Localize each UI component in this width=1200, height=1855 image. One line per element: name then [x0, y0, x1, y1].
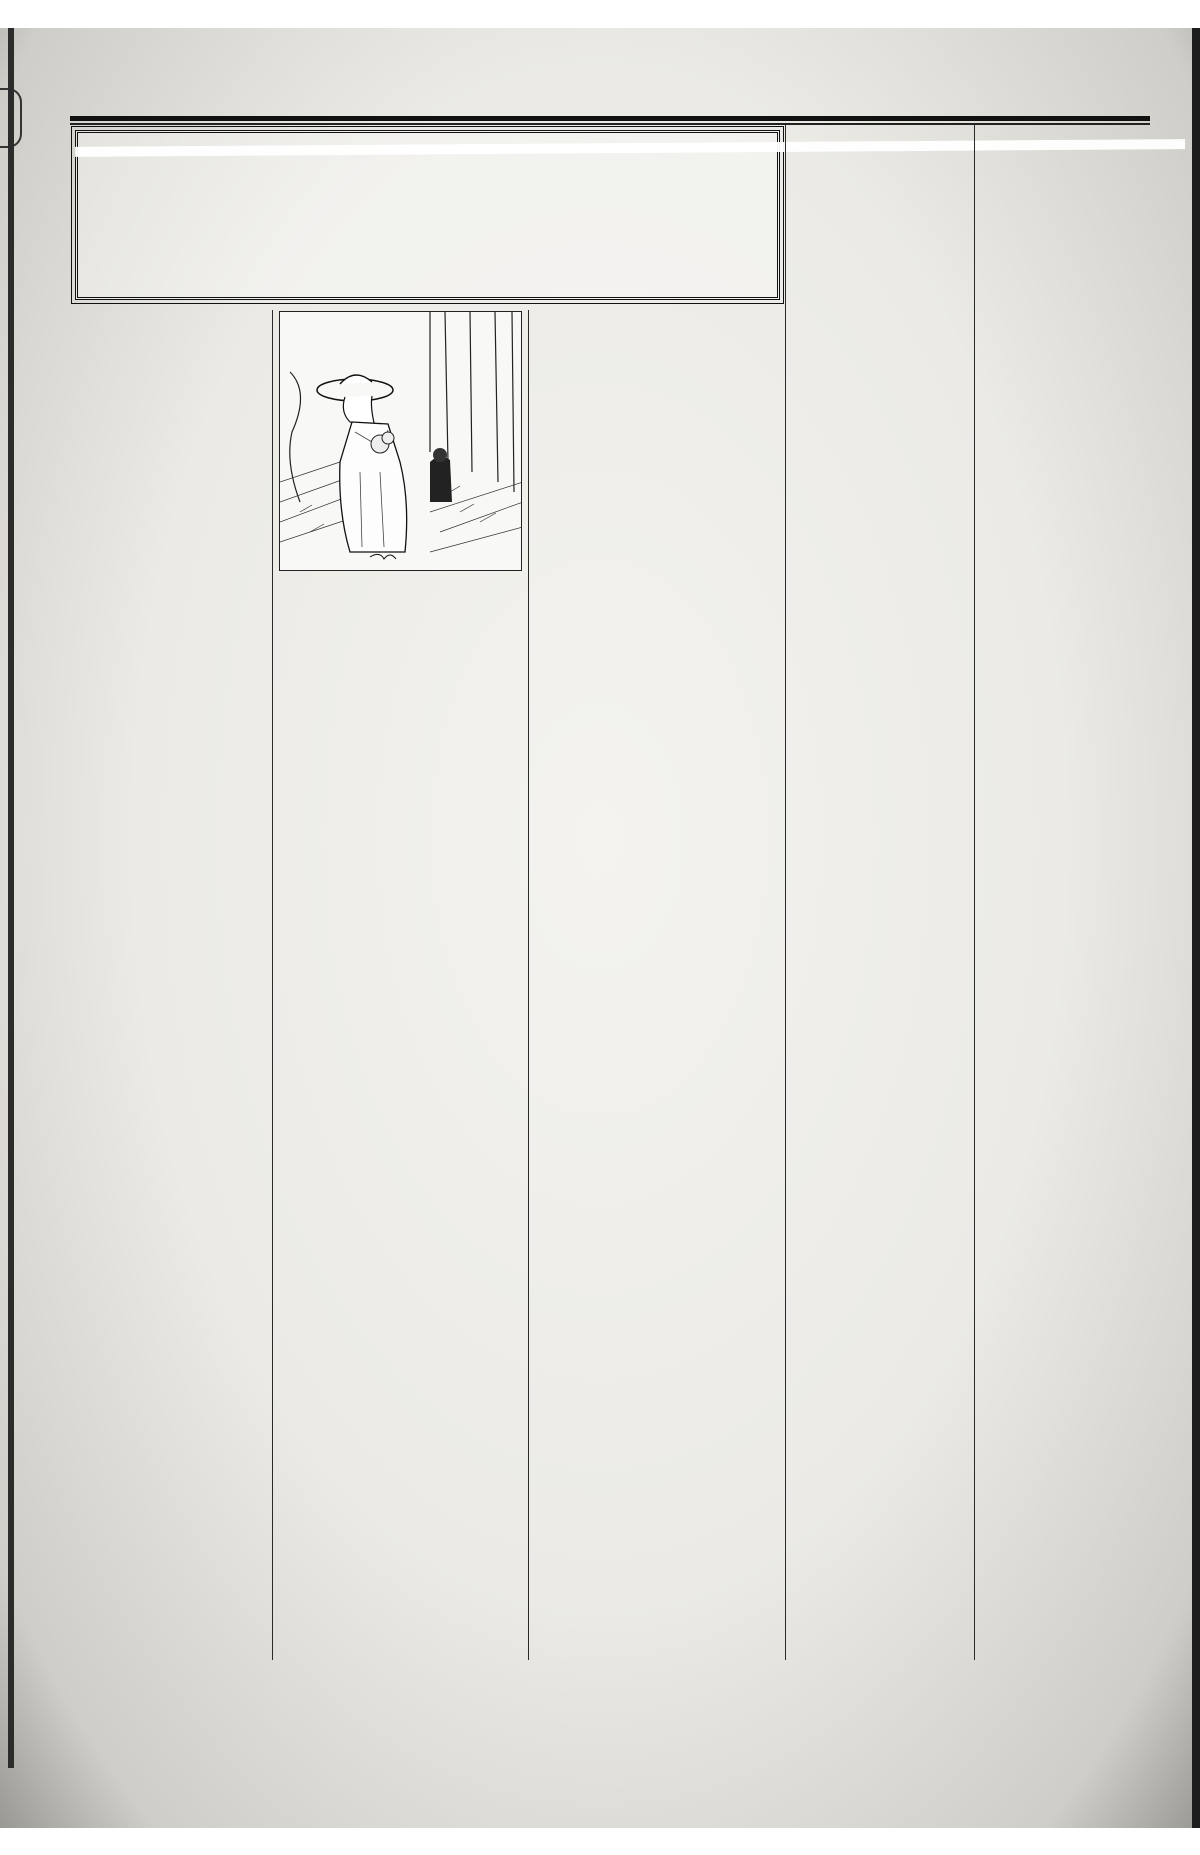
- illustration-woman-in-forest: [279, 311, 522, 571]
- column-divider: [528, 310, 529, 1660]
- serial-title: [78, 155, 777, 223]
- column-divider: [974, 125, 975, 1660]
- masthead-rule: [70, 116, 1150, 121]
- woman-with-flowers-drawing: [280, 312, 522, 571]
- story-column-3: [535, 305, 779, 1660]
- column-divider: [272, 310, 273, 1660]
- page-edge-shadow: [8, 28, 14, 1768]
- page-edge-shadow: [1192, 28, 1200, 1828]
- column-divider: [785, 125, 786, 1660]
- masthead-rule-thin: [70, 123, 1150, 125]
- story-column-1: [74, 305, 266, 1660]
- story-column-2: [279, 305, 522, 1660]
